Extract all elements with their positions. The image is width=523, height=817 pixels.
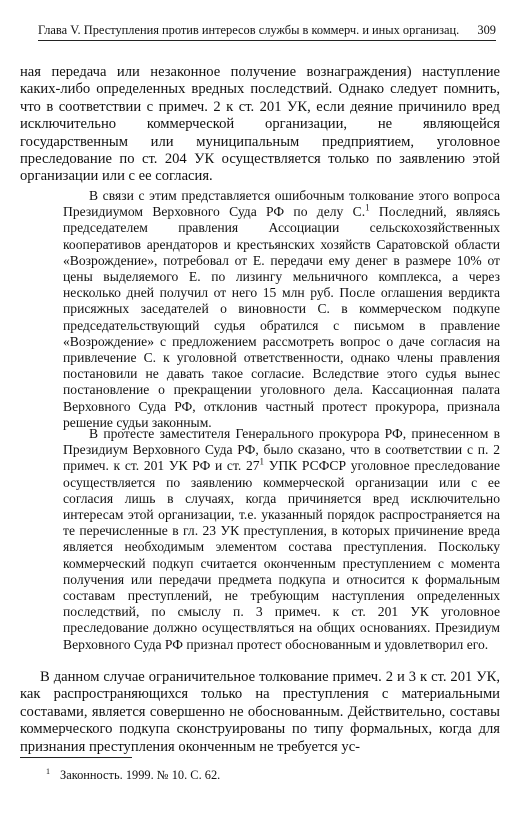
case-text bbox=[63, 188, 500, 431]
running-title: Глава V. Преступления против интересов службы в коммерч. и иных организац. bbox=[38, 23, 460, 37]
footnote-text: Законность. 1999. № 10. С. 62. bbox=[60, 768, 221, 783]
case-example-2 bbox=[63, 426, 500, 653]
article-superscript: 1 bbox=[259, 456, 265, 467]
footnote-reference: 1 bbox=[365, 202, 370, 213]
running-header bbox=[38, 20, 496, 41]
footnote-divider bbox=[20, 757, 132, 758]
case-text-rest: Последний, являясь председателем правления Ассоциации сельскохозяйственных кооперативов арендаторов и крестьянских хозяйств Саратовской области «Возрождение», потребовал от Е. передачи ему денег в размере 10% от цены выделяемого Е. по лизингу мельничного комплекса, а через несколько дней получил от него 15 млн руб. После оглашения вердикта присяжных заседателей о виновности С. в коммерческом подкупе председательствующий судья обратился с письмом в правление «Возрождение» с предложением рассмотреть вопрос о даче согласия на привлечение С. к уголовной ответственности, однако члены правления постановили не давать такое согласие. Вследствие этого судья вынес постановление о прекращении уголовного дела. Кассационная палата Верховного Суда РФ, отклонив частный протест прокурора, признала решение судьи законным. bbox=[63, 204, 500, 430]
paragraph-continued bbox=[20, 64, 500, 186]
case-text bbox=[63, 426, 500, 653]
footnote bbox=[46, 767, 220, 783]
page-number: 309 bbox=[477, 23, 496, 37]
case-example-1 bbox=[63, 188, 500, 431]
paragraph-text: В данном случае ограничительное толкование примеч. 2 и 3 к ст. 201 УК, как распространяющихся только на преступления с материальными составами, является совершенно не обоснованным. Действительно, составы коммерческого подкупа сконструированы по типу формальных, когда для признания преступления оконченным не требуется ус- bbox=[20, 669, 500, 755]
case-text-rest: УПК РСФСР уголовное преследование осуществляется по заявлению коммерческой организации или с ее согласия лишь в случаях, когда причиняется вред исключительно интересам этой организации, т.е. указанный порядок распространяется на те перечисленные в гл. 23 УК преступления, в которых причинение вреда является необходимым элементом состава преступления. Поскольку коммерческий подкуп считается оконченным преступлением с момента получения или передачи предмета подкупа и относится к формальным составам преступлений, не требующим наступления определенных последствий, по смыслу п. 3 примеч. к ст. 201 УК уголовное преследование должно осуществляться на общих основаниях. Президиум Верховного Суда РФ признал протест обоснованным и удовлетворил его. bbox=[63, 458, 500, 652]
case-text-start: В связи с этим представляется ошибочным толкование этого вопроса Президиумом Верховного Суда РФ по делу С. bbox=[63, 188, 500, 220]
paragraph-text: ная передача или незаконное получение вознаграждения) наступление каких-либо определенных вредных последствий. Однако следует помнить, что в соответствии с примеч. 2 к ст. 201 УК, если деяние причинило вред исключительно коммерческой организации, не являющейся государственным или муниципальным предприятием, уголовное преследование по ст. 204 УК осуществляется только по заявлению этой организации или с ее согласия. bbox=[20, 64, 500, 185]
case-text-start: В протесте заместителя Генерального прокурора РФ, принесенном в Президиум Верховного Суда РФ, было сказано, что в соответствии с п. 2 примеч. к ст. 201 УК РФ и ст. 27 bbox=[63, 426, 500, 474]
paragraph-analysis bbox=[20, 669, 500, 756]
footnote-mark: 1 bbox=[46, 767, 50, 776]
